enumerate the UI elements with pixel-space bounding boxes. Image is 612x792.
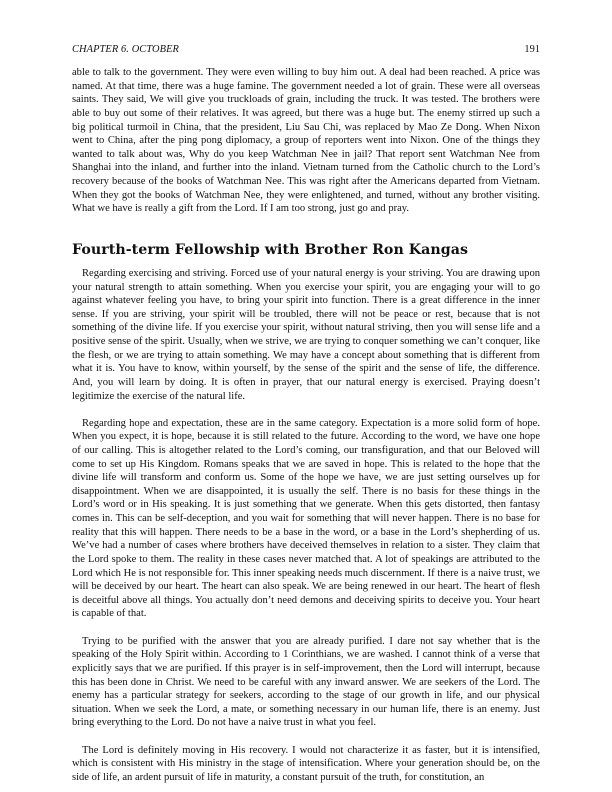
page-number: 191	[524, 44, 540, 55]
page-body	[72, 66, 540, 785]
running-header	[72, 44, 540, 58]
paragraph-recovery: The Lord is definitely moving in His recovery. I would not characterize it as faster, but it is intensified, which is consistent with His ministry in the stage of intensification. Where your generation should be, on the side of life, an ardent pursuit of life in maturity, a constant pursuit of the truth, for constitution, an	[72, 744, 540, 783]
paragraph-exercising-striving: Regarding exercising and striving. Forced use of your natural energy is your striving. You are drawing upon your natural strength to attain something. When you exercise your spirit, you are engaging your will to go against whatever feeling you have, to bring your spirit into function. There is a great difference in the inner sense. If you are striving, your spirit will be troubled, there will not be peace or rest, because that is not something of the divine life. If you exercise your spirit, without natural striving, then you will sense life and a positive sense of the spirit. Usually, when we strive, we are trying to conquer something we can’t conquer, like the flesh, or we are trying to attain something. We may have a concept about something that is different from what it is. You have to know, within yourself, by the sense of the spirit and the sense of life, the difference. And, you will learn by doing. It is often in prayer, that our natural energy is exercised. Praying doesn’t legitimize the exercise of the natural life.	[72, 267, 540, 402]
paragraph-purified: Trying to be purified with the answer that you are already purified. I dare not say whether that is the speaking of the Holy Spirit within. According to 1 Corinthians, we are washed. I cannot think of a verse that explicitly says that we are purified. If this prayer is in self-improvement, then the Lord will interrupt, because this has been done in Christ. We need to be careful with any inward answer. We are seekers of the Lord. The enemy has a particular strategy for seekers, according to the stage of our growth in life, and our physical situation. When we seek the Lord, a mate, or something necessary in our human life, there is an enemy. Just bring everything to the Lord. Do not have a naive trust in what you feel.	[72, 635, 540, 729]
chapter-title: CHAPTER 6. OCTOBER	[72, 44, 179, 55]
continued-paragraph: able to talk to the government. They were even willing to buy him out. A deal had been reached. A price was named. At that time, there was a huge famine. The government needed a lot of grain. These were all overseas saints. They said, We will give you truckloads of grain, including the truck. It was tested. The brothers were able to buy out some of their relatives. It was agreed, but there was a huge but. The enemy stirred up such a big political turmoil in China, that the president, Liu Sau Chi, was replaced by Mao Ze Dong. When Nixon went to China, after the ping pong diplomacy, a group of reporters went into Nixon. One of the things they wanted to talk about was, Why do you keep Watchman Nee in jail? That report sent Watchman Nee from Shanghai into the inland, and further into the inland. Vietnam turned from the Catholic church to the Lord’s recovery because of the books of Watchman Nee. This was right after the Americans departed from Vietnam. When they got the books of Watchman Nee, they were enlightened, and turned, without any brother visiting. What we have is really a gift from the Lord. If I am too strong, just go and pray.	[72, 67, 540, 215]
paragraph-hope-expectation: Regarding hope and expectation, these are in the same category. Expectation is a more solid form of hope. When you expect, it is hope, because it is still related to the future. According to the word, we have one hope of our calling. This is altogether related to the Lord’s coming, our transfiguration, and that our Beloved will come to set up His Kingdom. Romans speaks that we are saved in hope. This is related to the hope that the divine life will transform and conform us. Some of the hope we have, we are just setting ourselves up for disappointment. When we are disappointed, it is usually the self. There is no basis for these things in the Lord’s word or in His speaking. It is just something that we generate. When this gets distorted, then fantasy comes in. This can be self-deception, and you wait for something that will never happen. There is no base for reality that this will happen. There needs to be a base in the word, or a base in the Lord’s shepherding of us. We’ve had a number of cases where brothers have deceived themselves in relation to a sister. They claim that the Lord spoke to them. The reality in these cases never matched that. A lot of speakings are attributed to the Lord which He is not responsible for. This inner speaking needs much discernment. If there is a naive trust, we will be deceived by our heart. The heart can also speak. We are being renewed in our heart. The heart of flesh is deceitful above all things. You actually don’t need demons and deceiving spirits to deceive you. Your heart is capable of that.	[72, 417, 540, 620]
section-heading: Fourth-term Fellowship with Brother Ron Kangas	[72, 241, 469, 258]
